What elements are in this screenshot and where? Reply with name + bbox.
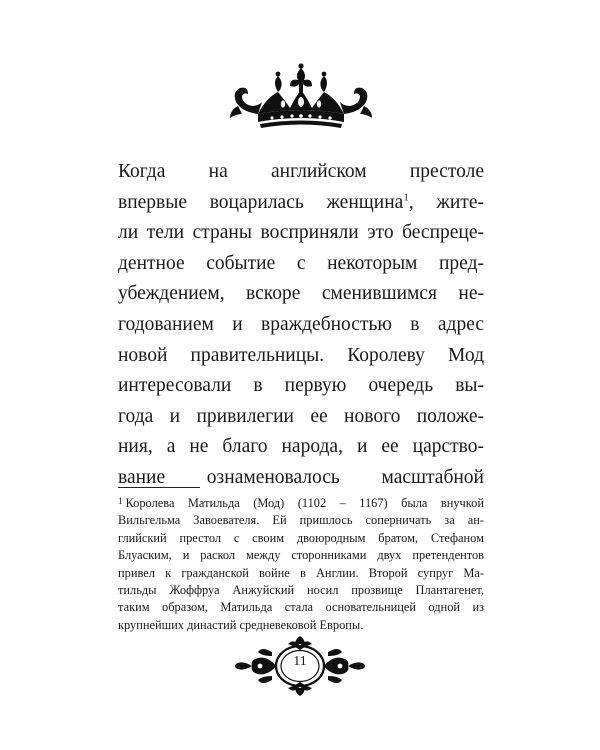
crown-icon bbox=[228, 62, 374, 132]
footnote-number: 1 bbox=[118, 496, 123, 506]
text-line: дентное событие с некоторым пред- bbox=[118, 252, 484, 274]
text-fragment: впервые воцарилась женщина bbox=[118, 191, 404, 213]
footnote bbox=[118, 493, 484, 634]
footnote-line: Блуаским, и раскол между сторонниками двух претендентов bbox=[118, 548, 484, 563]
text-line bbox=[118, 188, 484, 219]
text-line: новой правительницы. Королеву Мод bbox=[118, 344, 484, 366]
main-text bbox=[118, 157, 484, 494]
footnote-line: тильды Жоффруа Анжуйский носил прозвище Плантагенет, bbox=[118, 583, 484, 598]
text-fragment: , жите- bbox=[408, 191, 484, 213]
text-line: годованием и враждебностью в адрес bbox=[118, 313, 484, 335]
text-line: ния, а не благо народа, и ее царство- bbox=[118, 436, 484, 458]
text-fragment: тели страны восприняли это беспрецe- bbox=[146, 222, 484, 244]
footnote-line: Вильгельма Завоевателя. Ей пришлось соперничать за ан- bbox=[118, 513, 484, 528]
text-line: убеждением, вскоре сменившимся не- bbox=[118, 283, 484, 305]
text-line: интересовали в первую очередь вы- bbox=[118, 375, 484, 397]
text-line: вание ознаменовалось масштабной bbox=[118, 466, 484, 488]
text-fragment: Королева Матильда (Мод) (1102 – 1167) была внучкой bbox=[125, 496, 484, 510]
text-line: года и привилегии ее нового положе- bbox=[118, 405, 484, 427]
footnote-line: таким образом, Матильда стала основательницей одной из bbox=[118, 600, 484, 615]
text-fragment: ли bbox=[118, 222, 147, 244]
page-number: 11 bbox=[293, 654, 307, 669]
text-line bbox=[118, 218, 484, 249]
footnote-marker[interactable]: 1 bbox=[403, 191, 409, 204]
footnote-line: глийский престол с своим двоюродным братом, Стефаном bbox=[118, 530, 484, 545]
footnote-rule bbox=[118, 487, 200, 488]
footnote-line: крупнейших династий средневековой Европы. bbox=[118, 617, 364, 632]
footnote-line: привел к гражданской войне в Англии. Второй супруг Ма- bbox=[118, 565, 484, 580]
text-line: Когда на английском престоле bbox=[118, 161, 484, 182]
footnote-line bbox=[118, 493, 484, 512]
